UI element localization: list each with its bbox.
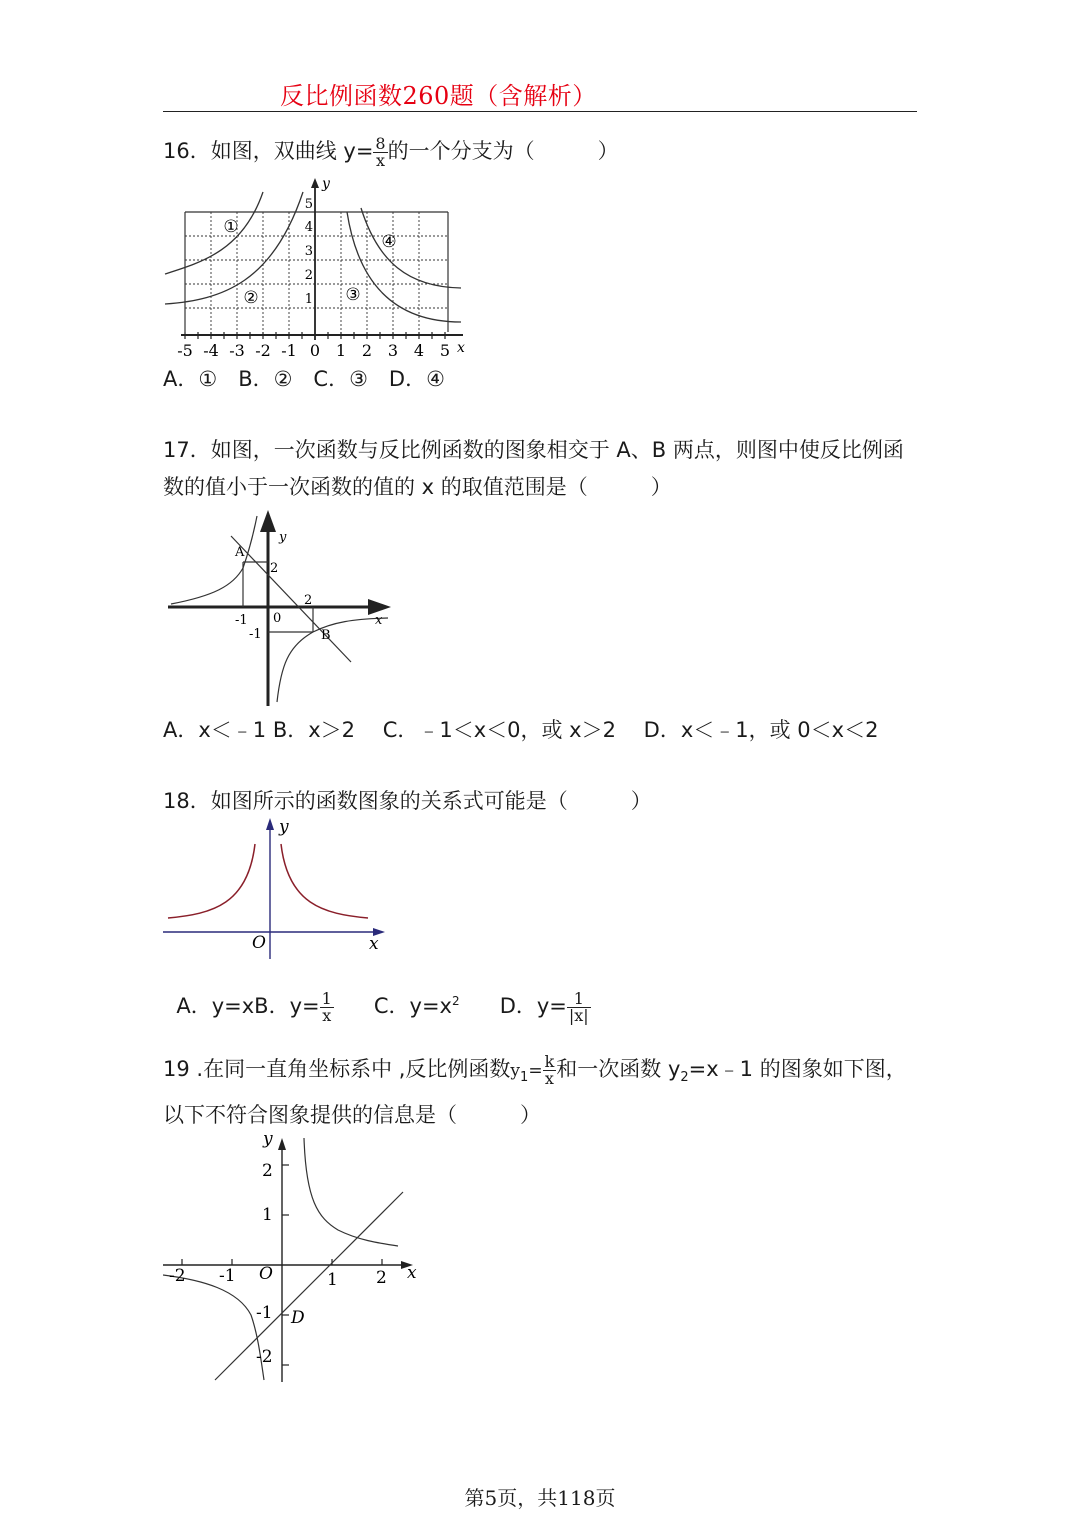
q19-eq: = <box>528 1061 543 1081</box>
q18-axis-y-label: y <box>279 817 289 837</box>
q19-axis-x-label: x <box>407 1263 417 1283</box>
q16-xtick: 1 <box>335 341 347 360</box>
q16-frac-num: 8 <box>375 133 386 153</box>
q17-hyperbola-right <box>277 618 388 702</box>
q19-stem-b: 和一次函数 y <box>556 1057 681 1081</box>
q19-labels <box>169 1130 417 1367</box>
q17-label-ym1: -1 <box>249 627 262 642</box>
q19-ytick: -2 <box>256 1347 273 1367</box>
q16-marker: ② <box>243 288 259 308</box>
q18-option-c-exponent: 2 <box>451 994 460 1008</box>
q19-fraction <box>543 1051 557 1088</box>
q17-label-y2: 2 <box>270 561 279 576</box>
q16-curve-3 <box>347 212 461 322</box>
q17-hyperbola-left <box>171 516 257 604</box>
q19-graph <box>163 1130 423 1385</box>
document-title: 反比例函数260题（含解析） <box>280 82 597 110</box>
q19-y1: y <box>510 1061 521 1081</box>
q17-label-xm1: -1 <box>235 613 248 628</box>
q19-hyperbola-right <box>304 1138 398 1246</box>
q16-xtick: -5 <box>177 341 193 360</box>
q16-ytick: 4 <box>304 220 313 235</box>
q18-graph <box>163 814 393 960</box>
q16-stem-a: 16．如图，双曲线 y= <box>163 139 374 163</box>
q16-marker: ③ <box>345 285 361 305</box>
q18-option-a-b: A．y=xB．y= <box>176 994 320 1018</box>
q19-line <box>215 1192 403 1380</box>
q19-xtick: 2 <box>376 1268 387 1288</box>
q18-y-arrow <box>266 818 274 830</box>
q17-point-a: A <box>235 545 245 560</box>
q18-curves <box>168 844 368 918</box>
q19-point-d: D <box>291 1308 305 1328</box>
q18-option-c: C．y=x <box>373 994 452 1018</box>
q16-curve-2 <box>165 192 303 304</box>
question-16-stem <box>163 133 619 170</box>
q17-label-x2: 2 <box>304 593 313 608</box>
q16-ytick: 3 <box>304 244 313 259</box>
q18-option-d-fraction <box>567 988 591 1025</box>
q19-y2-sub: 2 <box>680 1070 689 1085</box>
q16-axis-x-label: x <box>457 340 465 356</box>
q19-xtick: -2 <box>169 1266 186 1286</box>
q19-ytick: -1 <box>256 1303 273 1323</box>
q19-xtick: 1 <box>327 1270 338 1290</box>
q18-option-b-fraction <box>320 988 334 1025</box>
q17-axis-x-label: x <box>375 613 383 628</box>
q18-origin-label: O <box>252 933 266 953</box>
q19-ytick: 1 <box>262 1205 273 1225</box>
q16-options: A．① B．② C．③ D．④ <box>163 367 445 391</box>
q17-labels <box>234 530 383 643</box>
q18-option-d: D．y= <box>499 994 567 1018</box>
q19-ytick: 2 <box>262 1161 273 1181</box>
q17-stem-line2: 数的值小于一次函数的值的 x 的取值范围是（ ） <box>163 475 672 499</box>
q16-graph <box>163 172 473 362</box>
q16-curve-1 <box>165 192 263 274</box>
q18-option-b-den: x <box>322 1005 332 1025</box>
q16-y-tick-labels <box>305 197 313 307</box>
q16-marker: ④ <box>381 232 397 252</box>
q16-curve-4 <box>361 208 461 288</box>
q16-xtick: 4 <box>413 341 425 360</box>
q18-option-b-num: 1 <box>321 988 332 1008</box>
q19-stem-c: =x﹣1 的图象如下图， <box>688 1057 907 1081</box>
q19-axis-y-label: y <box>263 1130 273 1149</box>
q17-axis-y-label: y <box>279 530 287 545</box>
q19-stem-a: 19 .在同一直角坐标系中 ,反比例函数 <box>163 1057 511 1081</box>
q16-y-arrow <box>311 178 319 188</box>
q19-frac-den: x <box>544 1068 554 1088</box>
q16-axis-y-label: y <box>322 176 330 192</box>
q17-stem-line1: 17．如图，一次函数与反比例函数的图象相交于 A、B 两点，则图中使反比例函 <box>163 438 904 462</box>
q19-stem-line2: 以下不符合图象提供的信息是（ ） <box>163 1103 541 1127</box>
q18-option-d-den: |x| <box>568 1005 589 1025</box>
q17-graph <box>163 506 403 711</box>
q19-y-arrow <box>278 1138 286 1150</box>
q16-xtick: 2 <box>361 341 373 360</box>
q16-xtick: -1 <box>281 341 297 360</box>
q18-curve-right <box>281 844 368 918</box>
q16-xtick: -3 <box>229 341 245 360</box>
q16-ytick: 5 <box>304 197 313 212</box>
q17-label-origin: 0 <box>273 611 282 626</box>
q19-xtick: -1 <box>219 1266 236 1286</box>
q19-frac-num: k <box>544 1051 555 1071</box>
q19-y1-sub: 1 <box>520 1070 529 1085</box>
page-number: 第5页，共118页 <box>464 1486 616 1510</box>
q19-stem-line1 <box>163 1051 907 1096</box>
q16-fraction <box>373 133 387 170</box>
q17-options: A．x＜﹣1 B．x＞2 C．﹣1＜x＜0，或 x＞2 D．x＜﹣1，或 0＜x＜2 <box>163 718 879 742</box>
q18-options <box>163 966 591 1024</box>
q16-xtick: 5 <box>439 341 451 360</box>
q17-point-b: B <box>321 628 331 643</box>
q17-line <box>231 536 351 662</box>
q16-ytick: 2 <box>304 268 313 283</box>
q19-curves <box>163 1138 403 1380</box>
q19-origin-label: O <box>259 1264 273 1284</box>
q16-xtick: 3 <box>387 341 399 360</box>
q17-y-arrow <box>260 510 276 532</box>
q18-axis-x-label: x <box>369 934 379 954</box>
q18-curve-left <box>168 844 255 918</box>
q18-stem: 18．如图所示的函数图象的关系式可能是（ ） <box>163 789 652 813</box>
header-divider <box>163 111 917 112</box>
q16-stem-b: 的一个分支为（ ） <box>387 139 619 163</box>
q16-frac-den: x <box>376 150 386 170</box>
q19-hyperbola-left <box>163 1275 264 1380</box>
q16-xtick: -2 <box>255 341 271 360</box>
q16-xtick: -4 <box>203 341 219 360</box>
q16-x-tick-labels <box>177 341 450 360</box>
q16-ytick: 1 <box>304 292 313 307</box>
q16-marker: ① <box>223 217 239 237</box>
q18-option-d-num: 1 <box>567 991 591 1008</box>
q16-xtick: 0 <box>309 341 321 360</box>
